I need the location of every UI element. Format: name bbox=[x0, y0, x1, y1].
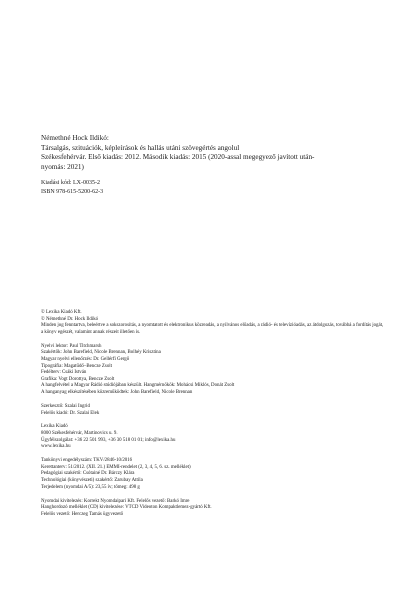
staff-line: A hanganyag elkészítésében közreműködtek: John Barefield, Nicole Brennan bbox=[41, 389, 193, 395]
print-line: Hanghordozó melléklet (CD) kivitelezése: VTCD Videoton Kompaktlemez-gyártó Kft. bbox=[41, 505, 212, 511]
isbn: ISBN 978-615-5200-62-3 bbox=[41, 189, 104, 195]
staff-line: Nyelvi lektor: Paul Titchmarsh bbox=[41, 343, 102, 349]
copyright-line: © Némethné Dr. Hock Ildikó bbox=[41, 316, 99, 322]
approval-line: Technológiai (könyvészeti) szakértő: Zarubay Attila bbox=[41, 478, 143, 484]
staff-line: Fedélterv: Csáki István bbox=[41, 370, 87, 376]
approval-line: Terjedelem (nyomdai A/5): 23,55 ív; tömeg: 498 g bbox=[41, 484, 140, 490]
credits-section bbox=[41, 310, 386, 526]
print-line: Nyomdai kivitelezés: Korrekt Nyomdaipari Kft. Felelős vezető: Barkó Imre bbox=[41, 498, 190, 504]
editor-line: Felelős kiadó: Dr. Szalai Elek bbox=[41, 410, 100, 416]
copyright-block bbox=[41, 310, 386, 336]
editor-line: Szerkesztő: Szalai Ingrid bbox=[41, 403, 90, 409]
staff-block bbox=[41, 344, 386, 397]
staff-line: Szakértők: John Barefield, Nicole Brennan, Bolhéy Krisztina bbox=[41, 350, 161, 356]
publisher-line: www.lexika.hu bbox=[41, 444, 71, 450]
copyright-notice: Minden jog fenntartva, beleértve a sokszorosítás, a nyomtatott és elektronikus közreadás, a nyilvános előadás, a rádió- és televízióadás, az átdolgozás, továbbá a fordítás jogát, a könyv egészét, valamint annak részeit illetően is. bbox=[41, 323, 384, 335]
staff-line: Grafika: Vogt Dorottya, Bencze Zsolt bbox=[41, 376, 115, 382]
staff-line: Tipográfia: Magatűdő–Bencze Zsolt bbox=[41, 363, 112, 369]
publisher-code: Kiadási kód: LX-0035-2 bbox=[41, 180, 100, 186]
approval-line: Kerettanterv: 51/2012. (XII. 21.) EMMI-rendelet (2, 3, 4, 5, 6. sz. melléklet) bbox=[41, 464, 191, 470]
approval-block bbox=[41, 458, 386, 491]
print-block bbox=[41, 499, 386, 519]
staff-line: Magyar nyelvi ellenőrzés: Dr. Gellérfi Gergő bbox=[41, 356, 130, 362]
approval-line: Pedagógiai szakértő: Csótainé Dr. Bárczy Klára bbox=[41, 471, 135, 477]
catalog-record bbox=[41, 134, 386, 197]
publisher-block bbox=[41, 424, 386, 450]
publisher-line: Ügyfélszolgálat: +36 22 501 993, +36 30 518 01 01; info@lexika.hu bbox=[41, 437, 176, 443]
title-line: Székesfehérvár. Első kiadás: 2012. Második kiadás: 2015 (2020-assal megegyező javított után- bbox=[41, 153, 315, 161]
publisher-line: 8000 Székesfehérvár, Martinovics u. 9. bbox=[41, 431, 118, 437]
title-line: nyomás: 2021) bbox=[41, 162, 84, 171]
title-line: Társalgás, szituációk, képleírások és hallás utáni szövegértés angolul bbox=[41, 143, 240, 152]
staff-line: A hangfelvétel a Magyar Rádió stúdiójában készült. Hangmérnökök: Mohácsi Miklós, Donát Zsolt bbox=[41, 383, 235, 389]
copyright-line: © Lexika Kiadó Kft. bbox=[41, 310, 82, 315]
editors-block bbox=[41, 404, 386, 417]
catalog-identifiers bbox=[41, 179, 386, 197]
publisher-line: Lexika Kiadó bbox=[41, 424, 68, 430]
author: Némethné Hock Ildikó: bbox=[41, 134, 109, 142]
approval-line: Tankönyvi engedélyszám: TKV/2846-10/2016 bbox=[41, 458, 133, 464]
print-line: Felelős vezető: Herczeg Tamás ügyvezető bbox=[41, 511, 124, 517]
